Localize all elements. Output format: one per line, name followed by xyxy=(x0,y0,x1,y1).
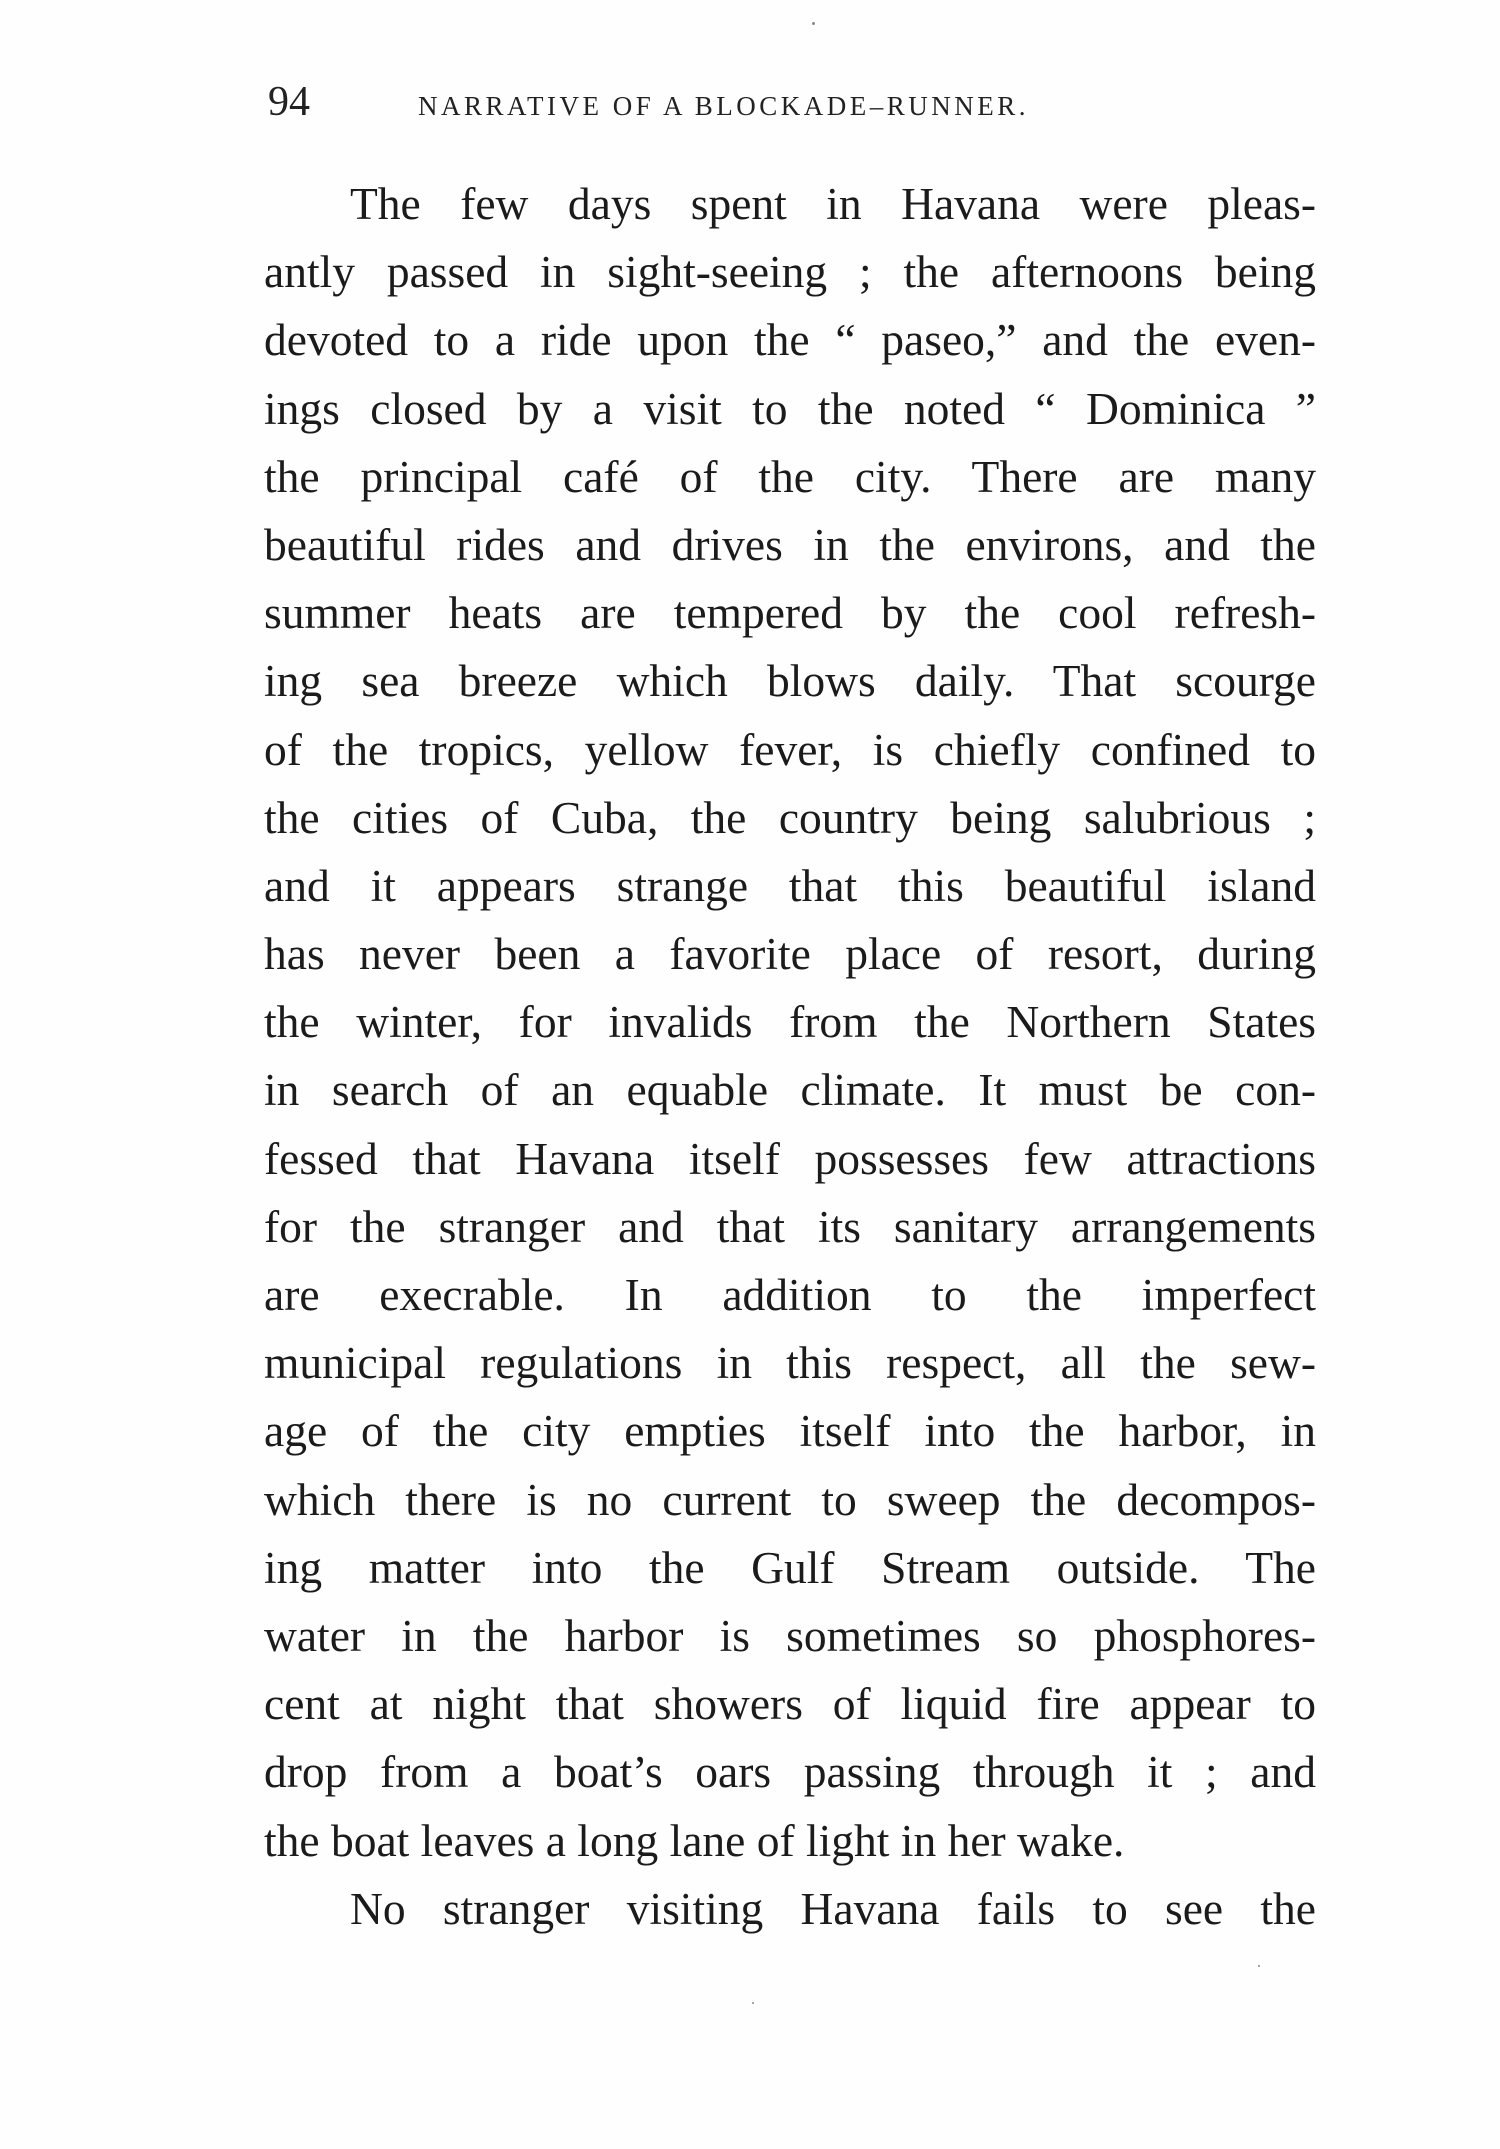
text-line: has never been a favorite place of resort, during xyxy=(264,928,1316,980)
text-line: devoted to a ride upon the “ paseo,” and the even- xyxy=(264,314,1316,366)
page-number: 94 xyxy=(268,79,310,125)
ink-speck xyxy=(1258,1965,1260,1967)
text-line: and it appears strange that this beautiful island xyxy=(264,859,1316,911)
text-line: which there is no current to sweep the decompos- xyxy=(264,1473,1316,1525)
text-line: the principal café of the city. There are many xyxy=(264,450,1316,502)
running-head: NARRATIVE OF A BLOCKADE–RUNNER. xyxy=(418,91,1030,121)
text-line: summer heats are tempered by the cool refresh- xyxy=(264,587,1316,639)
ink-speck xyxy=(752,2002,754,2004)
text-line: municipal regulations in this respect, all the sew- xyxy=(264,1337,1316,1389)
text-line: ing sea breeze which blows daily. That scourge xyxy=(264,655,1316,707)
text-line: the boat leaves a long lane of light in her wake. xyxy=(264,1814,1125,1866)
text-line: antly passed in sight-seeing ; the afternoons being xyxy=(264,246,1316,298)
ink-speck xyxy=(812,22,815,25)
text-line: in search of an equable climate. It must be con- xyxy=(264,1064,1316,1116)
text-line: are execrable. In addition to the imperfect xyxy=(264,1269,1316,1320)
text-line: cent at night that showers of liquid fire appear to xyxy=(264,1678,1316,1730)
text-line: of the tropics, yellow fever, is chiefly confined to xyxy=(264,723,1316,775)
text-line: the cities of Cuba, the country being salubrious ; xyxy=(264,791,1316,843)
text-line: ing matter into the Gulf Stream outside. The xyxy=(264,1541,1316,1593)
text-line: water in the harbor is sometimes so phosphores- xyxy=(264,1609,1316,1661)
text-line: fessed that Havana itself possesses few attractions xyxy=(264,1132,1316,1184)
text-line: The few days spent in Havana were pleas- xyxy=(350,178,1316,229)
text-line: drop from a boat’s oars passing through it ; and xyxy=(264,1746,1316,1798)
text-line: ings closed by a visit to the noted “ Dominica ” xyxy=(264,382,1316,434)
text-line: age of the city empties itself into the harbor, in xyxy=(264,1405,1316,1457)
text-line: beautiful rides and drives in the environs, and the xyxy=(264,518,1316,570)
text-line: for the stranger and that its sanitary arrangements xyxy=(264,1200,1316,1252)
text-line: the winter, for invalids from the Northern States xyxy=(264,996,1316,1048)
text-line: No stranger visiting Havana fails to see the xyxy=(350,1882,1316,1934)
page-header xyxy=(268,72,1318,132)
body-text xyxy=(264,170,1316,1943)
